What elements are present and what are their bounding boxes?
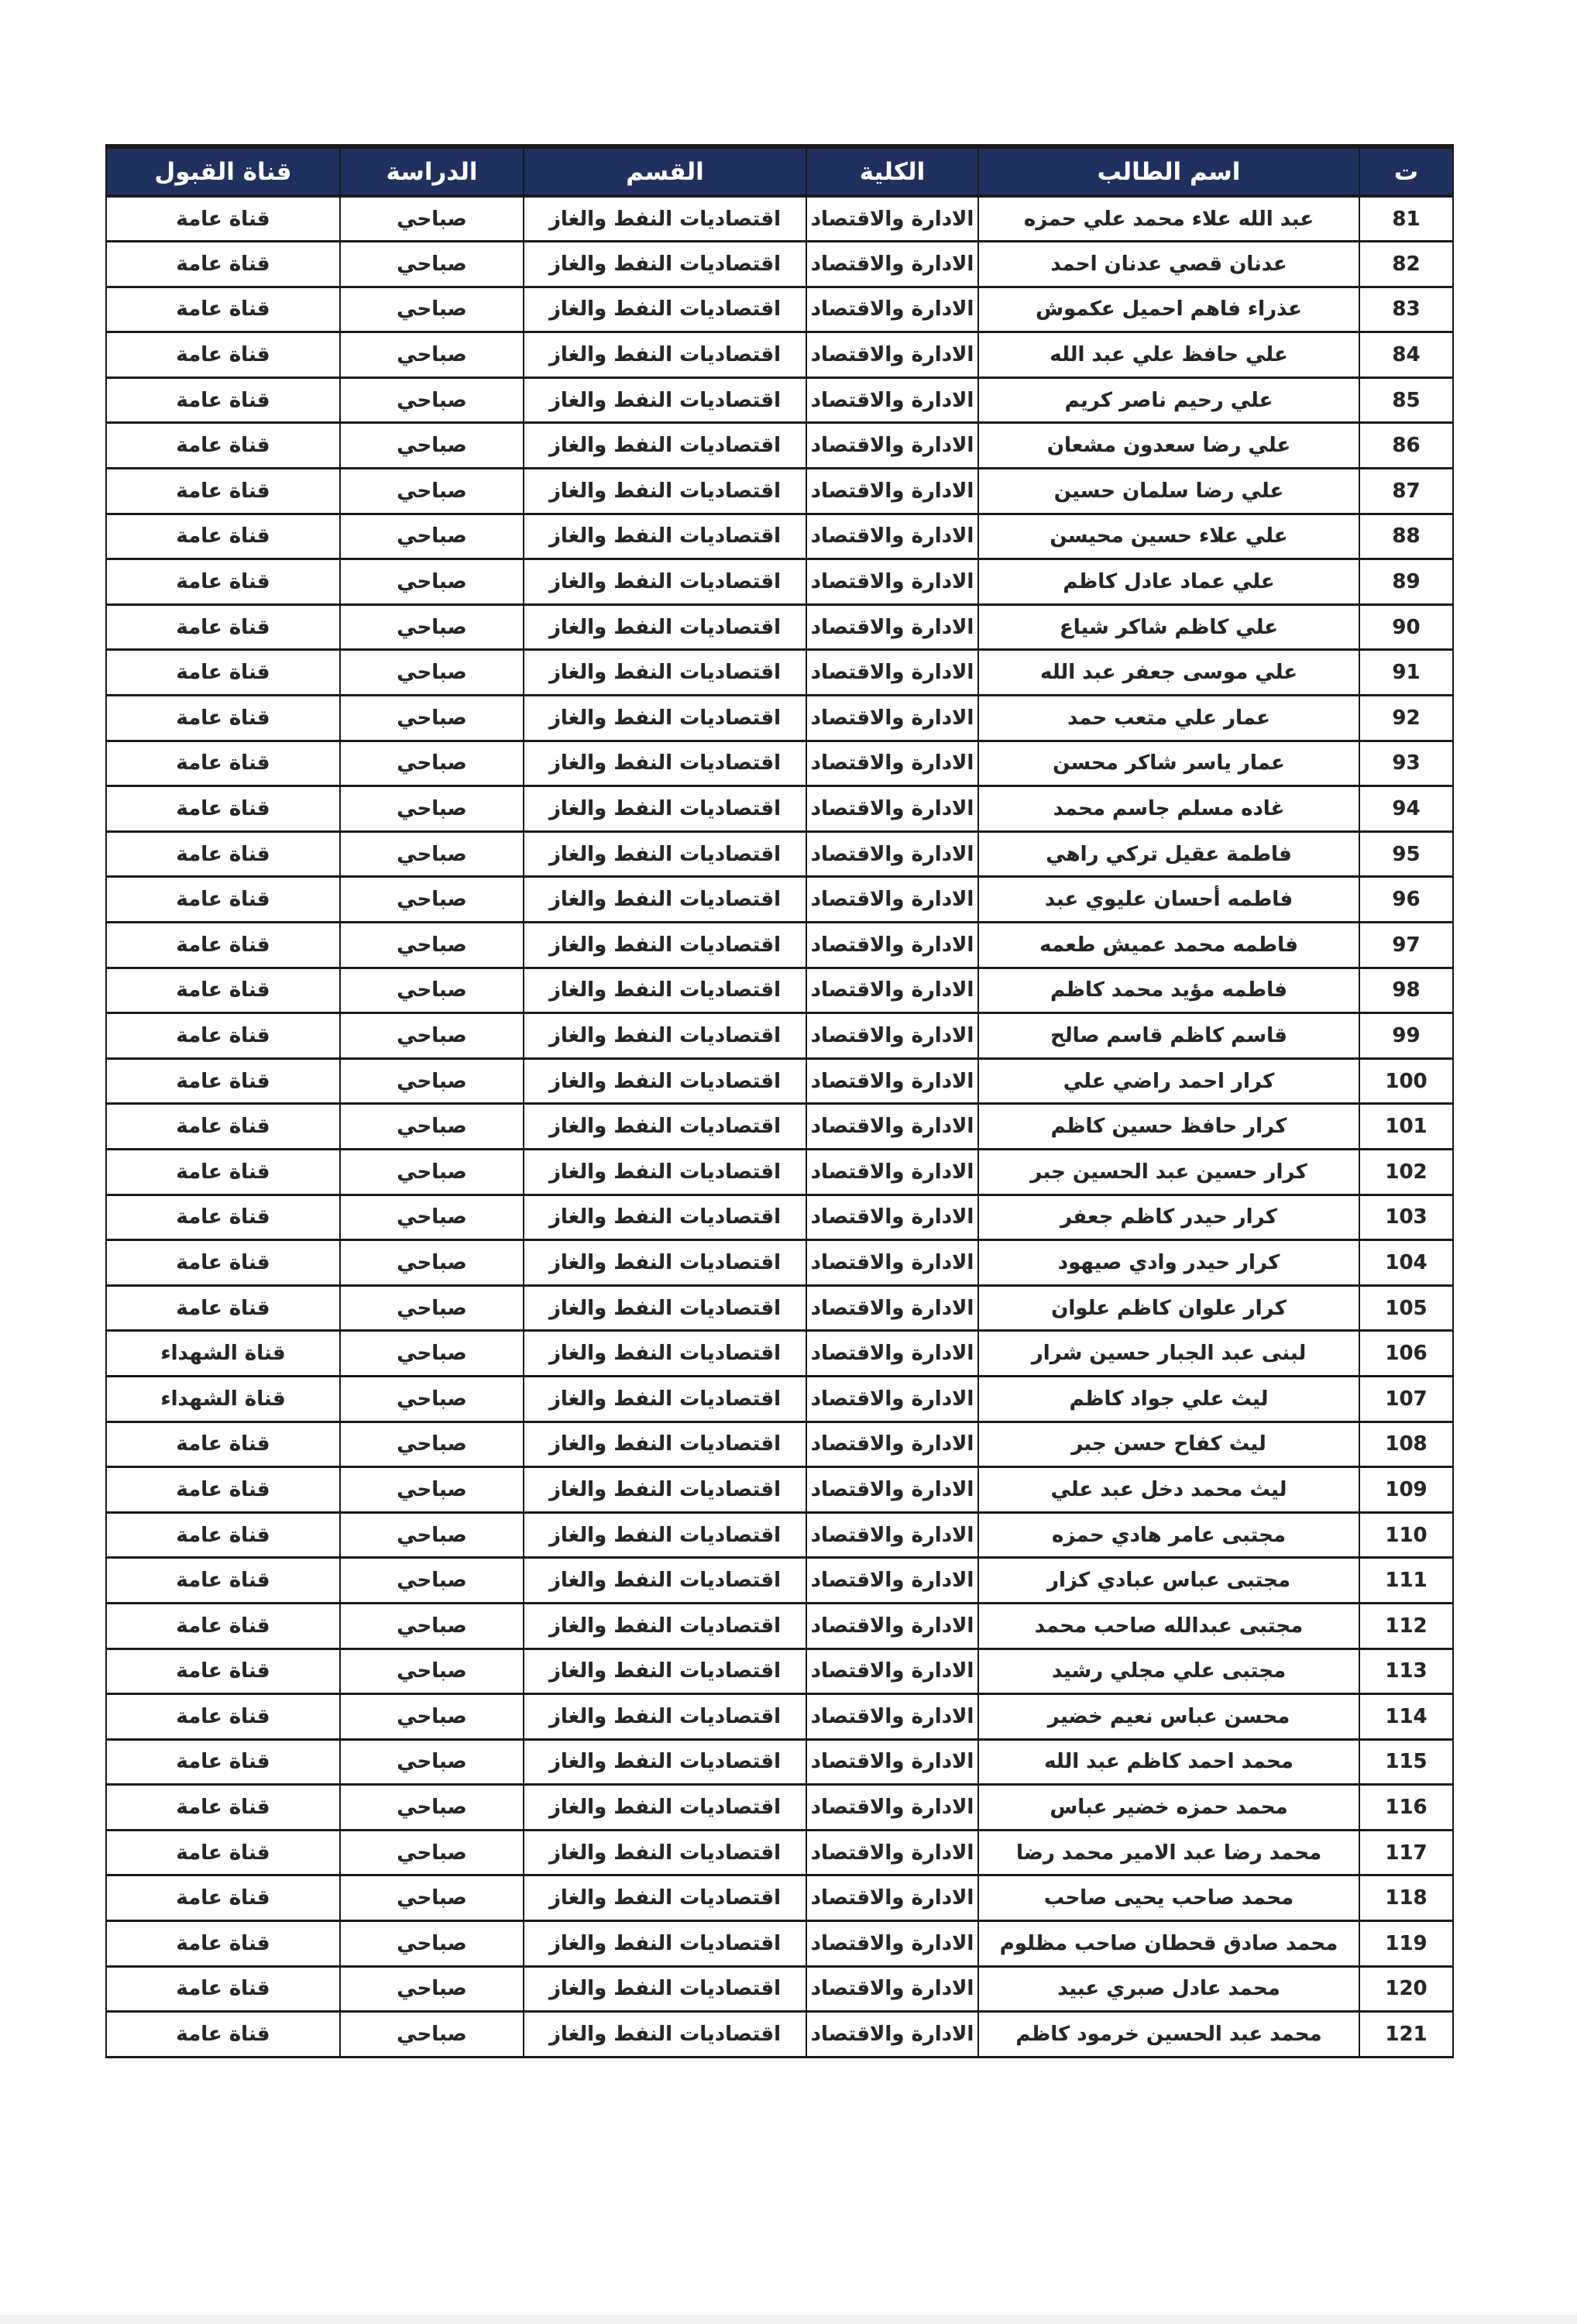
cell-dept: اقتصاديات النفط والغاز xyxy=(524,1875,806,1921)
table-row xyxy=(106,877,1453,923)
cell-dept: اقتصاديات النفط والغاز xyxy=(524,559,806,605)
table-row xyxy=(106,1058,1453,1104)
cell-name: ليث كفاح حسن جبر xyxy=(978,1422,1359,1467)
cell-no: 109 xyxy=(1359,1467,1453,1513)
cell-dept: اقتصاديات النفط والغاز xyxy=(524,786,806,832)
table-row xyxy=(106,650,1453,696)
cell-channel: قناة عامة xyxy=(106,968,340,1013)
cell-college: الادارة والاقتصاد xyxy=(806,1467,978,1513)
cell-no: 108 xyxy=(1359,1422,1453,1467)
cell-dept: اقتصاديات النفط والغاز xyxy=(524,831,806,877)
cell-name: علي علاء حسين محيسن xyxy=(978,514,1359,559)
cell-channel: قناة عامة xyxy=(106,1104,340,1150)
cell-name: محمد حمزه خضير عباس xyxy=(978,1785,1359,1831)
table-row xyxy=(106,242,1453,287)
cell-no: 99 xyxy=(1359,1013,1453,1059)
cell-channel: قناة عامة xyxy=(106,923,340,968)
cell-name: كرار حسين عبد الحسين جبر xyxy=(978,1149,1359,1195)
cell-channel: قناة عامة xyxy=(106,196,340,242)
cell-channel: قناة عامة xyxy=(106,469,340,514)
cell-no: 120 xyxy=(1359,1966,1453,2012)
cell-name: عبد الله علاء محمد علي حمزه xyxy=(978,196,1359,242)
cell-channel: قناة عامة xyxy=(106,1467,340,1513)
cell-no: 96 xyxy=(1359,877,1453,923)
cell-dept: اقتصاديات النفط والغاز xyxy=(524,1830,806,1875)
cell-no: 121 xyxy=(1359,2012,1453,2058)
cell-dept: اقتصاديات النفط والغاز xyxy=(524,1422,806,1467)
cell-dept: اقتصاديات النفط والغاز xyxy=(524,1331,806,1377)
cell-dept: اقتصاديات النفط والغاز xyxy=(524,968,806,1013)
cell-name: عذراء فاهم احميل عكموش xyxy=(978,287,1359,332)
cell-dept: اقتصاديات النفط والغاز xyxy=(524,1512,806,1558)
cell-name: كرار حيدر وادي صيهود xyxy=(978,1240,1359,1286)
cell-dept: اقتصاديات النفط والغاز xyxy=(524,1739,806,1785)
cell-no: 117 xyxy=(1359,1830,1453,1875)
cell-channel: قناة عامة xyxy=(106,1013,340,1059)
cell-name: محمد رضا عبد الامير محمد رضا xyxy=(978,1830,1359,1875)
table-row xyxy=(106,696,1453,741)
cell-dept: اقتصاديات النفط والغاز xyxy=(524,1058,806,1104)
cell-name: علي رضا سعدون مشعان xyxy=(978,423,1359,469)
cell-name: علي عماد عادل كاظم xyxy=(978,559,1359,605)
cell-channel: قناة عامة xyxy=(106,650,340,696)
cell-no: 90 xyxy=(1359,604,1453,650)
cell-college: الادارة والاقتصاد xyxy=(806,1013,978,1059)
scan-edge-shadow xyxy=(0,2315,1577,2324)
cell-study: صباحي xyxy=(340,1285,524,1331)
cell-dept: اقتصاديات النفط والغاز xyxy=(524,1785,806,1831)
cell-channel: قناة عامة xyxy=(106,1240,340,1286)
cell-channel: قناة عامة xyxy=(106,1512,340,1558)
cell-study: صباحي xyxy=(340,1694,524,1740)
cell-study: صباحي xyxy=(340,831,524,877)
cell-college: الادارة والاقتصاد xyxy=(806,1149,978,1195)
cell-college: الادارة والاقتصاد xyxy=(806,1331,978,1377)
cell-dept: اقتصاديات النفط والغاز xyxy=(524,469,806,514)
cell-college: الادارة والاقتصاد xyxy=(806,423,978,469)
cell-name: محمد عادل صبري عبيد xyxy=(978,1966,1359,2012)
cell-study: صباحي xyxy=(340,2012,524,2058)
cell-channel: قناة عامة xyxy=(106,1285,340,1331)
cell-no: 112 xyxy=(1359,1603,1453,1648)
table-row xyxy=(106,2012,1453,2058)
cell-name: مجتبى عباس عبادي كزار xyxy=(978,1558,1359,1604)
cell-study: صباحي xyxy=(340,1058,524,1104)
cell-study: صباحي xyxy=(340,1603,524,1648)
cell-name: ليث محمد دخل عبد علي xyxy=(978,1467,1359,1513)
cell-channel: قناة عامة xyxy=(106,1603,340,1648)
cell-no: 111 xyxy=(1359,1558,1453,1604)
cell-channel: قناة عامة xyxy=(106,696,340,741)
table-row xyxy=(106,1467,1453,1513)
cell-no: 95 xyxy=(1359,831,1453,877)
cell-study: صباحي xyxy=(340,287,524,332)
cell-no: 115 xyxy=(1359,1739,1453,1785)
table-row xyxy=(106,423,1453,469)
cell-college: الادارة والاقتصاد xyxy=(806,877,978,923)
cell-channel: قناة عامة xyxy=(106,1739,340,1785)
cell-study: صباحي xyxy=(340,1558,524,1604)
cell-channel: قناة عامة xyxy=(106,1785,340,1831)
table-row xyxy=(106,968,1453,1013)
cell-dept: اقتصاديات النفط والغاز xyxy=(524,1603,806,1648)
cell-study: صباحي xyxy=(340,559,524,605)
cell-name: علي موسى جعفر عبد الله xyxy=(978,650,1359,696)
cell-college: الادارة والاقتصاد xyxy=(806,650,978,696)
cell-college: الادارة والاقتصاد xyxy=(806,1558,978,1604)
cell-no: 83 xyxy=(1359,287,1453,332)
cell-no: 89 xyxy=(1359,559,1453,605)
cell-study: صباحي xyxy=(340,604,524,650)
cell-no: 102 xyxy=(1359,1149,1453,1195)
cell-channel: قناة عامة xyxy=(106,1921,340,1967)
table-row xyxy=(106,1013,1453,1059)
cell-no: 97 xyxy=(1359,923,1453,968)
cell-dept: اقتصاديات النفط والغاز xyxy=(524,514,806,559)
cell-channel: قناة عامة xyxy=(106,786,340,832)
cell-study: صباحي xyxy=(340,1149,524,1195)
cell-dept: اقتصاديات النفط والغاز xyxy=(524,1376,806,1422)
cell-college: الادارة والاقتصاد xyxy=(806,469,978,514)
cell-dept: اقتصاديات النفط والغاز xyxy=(524,1467,806,1513)
cell-name: عمار ياسر شاكر محسن xyxy=(978,741,1359,786)
table-row xyxy=(106,1285,1453,1331)
cell-college: الادارة والاقتصاد xyxy=(806,968,978,1013)
cell-college: الادارة والاقتصاد xyxy=(806,604,978,650)
cell-college: الادارة والاقتصاد xyxy=(806,923,978,968)
cell-study: صباحي xyxy=(340,786,524,832)
cell-college: الادارة والاقتصاد xyxy=(806,1376,978,1422)
cell-dept: اقتصاديات النفط والغاز xyxy=(524,1149,806,1195)
cell-college: الادارة والاقتصاد xyxy=(806,2012,978,2058)
table-row xyxy=(106,1785,1453,1831)
cell-name: علي رضا سلمان حسين xyxy=(978,469,1359,514)
cell-dept: اقتصاديات النفط والغاز xyxy=(524,332,806,378)
cell-channel: قناة عامة xyxy=(106,242,340,287)
cell-dept: اقتصاديات النفط والغاز xyxy=(524,196,806,242)
cell-no: 113 xyxy=(1359,1648,1453,1694)
table-row xyxy=(106,1331,1453,1377)
cell-channel: قناة عامة xyxy=(106,559,340,605)
cell-study: صباحي xyxy=(340,923,524,968)
table-header xyxy=(106,146,1453,196)
cell-channel: قناة عامة xyxy=(106,1058,340,1104)
cell-channel: قناة الشهداء xyxy=(106,1376,340,1422)
header-cell-college: الكلية xyxy=(806,146,978,196)
cell-study: صباحي xyxy=(340,377,524,423)
cell-dept: اقتصاديات النفط والغاز xyxy=(524,604,806,650)
cell-channel: قناة الشهداء xyxy=(106,1331,340,1377)
cell-dept: اقتصاديات النفط والغاز xyxy=(524,242,806,287)
cell-study: صباحي xyxy=(340,1240,524,1286)
cell-no: 87 xyxy=(1359,469,1453,514)
cell-name: محمد احمد كاظم عبد الله xyxy=(978,1739,1359,1785)
cell-college: الادارة والاقتصاد xyxy=(806,1240,978,1286)
cell-college: الادارة والاقتصاد xyxy=(806,1195,978,1240)
cell-college: الادارة والاقتصاد xyxy=(806,1830,978,1875)
cell-study: صباحي xyxy=(340,650,524,696)
cell-dept: اقتصاديات النفط والغاز xyxy=(524,1104,806,1150)
cell-channel: قناة عامة xyxy=(106,514,340,559)
cell-channel: قناة عامة xyxy=(106,604,340,650)
cell-name: عدنان قصي عدنان احمد xyxy=(978,242,1359,287)
table-row xyxy=(106,923,1453,968)
cell-dept: اقتصاديات النفط والغاز xyxy=(524,741,806,786)
cell-college: الادارة والاقتصاد xyxy=(806,1694,978,1740)
table-row xyxy=(106,1875,1453,1921)
table-row xyxy=(106,786,1453,832)
cell-name: محسن عباس نعيم خضير xyxy=(978,1694,1359,1740)
header-cell-dept: القسم xyxy=(524,146,806,196)
cell-dept: اقتصاديات النفط والغاز xyxy=(524,1240,806,1286)
cell-no: 82 xyxy=(1359,242,1453,287)
cell-college: الادارة والاقتصاد xyxy=(806,377,978,423)
cell-college: الادارة والاقتصاد xyxy=(806,741,978,786)
cell-dept: اقتصاديات النفط والغاز xyxy=(524,1648,806,1694)
cell-college: الادارة والاقتصاد xyxy=(806,1104,978,1150)
table-row xyxy=(106,287,1453,332)
cell-study: صباحي xyxy=(340,1422,524,1467)
cell-name: فاطمة عقيل تركي راهي xyxy=(978,831,1359,877)
cell-study: صباحي xyxy=(340,196,524,242)
cell-dept: اقتصاديات النفط والغاز xyxy=(524,2012,806,2058)
cell-no: 100 xyxy=(1359,1058,1453,1104)
cell-study: صباحي xyxy=(340,1104,524,1150)
cell-college: الادارة والاقتصاد xyxy=(806,1648,978,1694)
cell-study: صباحي xyxy=(340,1195,524,1240)
cell-name: لبنى عبد الجبار حسين شرار xyxy=(978,1331,1359,1377)
cell-dept: اقتصاديات النفط والغاز xyxy=(524,696,806,741)
table-row xyxy=(106,741,1453,786)
table-row xyxy=(106,1149,1453,1195)
cell-channel: قناة عامة xyxy=(106,741,340,786)
cell-study: صباحي xyxy=(340,469,524,514)
cell-study: صباحي xyxy=(340,1013,524,1059)
cell-channel: قناة عامة xyxy=(106,1648,340,1694)
cell-college: الادارة والاقتصاد xyxy=(806,196,978,242)
cell-no: 114 xyxy=(1359,1694,1453,1740)
cell-channel: قناة عامة xyxy=(106,332,340,378)
cell-name: فاطمه مؤيد محمد كاظم xyxy=(978,968,1359,1013)
table-row xyxy=(106,332,1453,378)
cell-no: 104 xyxy=(1359,1240,1453,1286)
cell-no: 94 xyxy=(1359,786,1453,832)
cell-college: الادارة والاقتصاد xyxy=(806,514,978,559)
cell-name: علي حافظ علي عبد الله xyxy=(978,332,1359,378)
cell-name: محمد صادق قحطان صاحب مظلوم xyxy=(978,1921,1359,1967)
cell-name: كرار احمد راضي علي xyxy=(978,1058,1359,1104)
cell-channel: قناة عامة xyxy=(106,1149,340,1195)
table-body xyxy=(106,196,1453,2057)
cell-name: غاده مسلم جاسم محمد xyxy=(978,786,1359,832)
cell-no: 101 xyxy=(1359,1104,1453,1150)
cell-channel: قناة عامة xyxy=(106,831,340,877)
table-row xyxy=(106,1830,1453,1875)
cell-dept: اقتصاديات النفط والغاز xyxy=(524,377,806,423)
cell-no: 88 xyxy=(1359,514,1453,559)
table-row xyxy=(106,514,1453,559)
cell-study: صباحي xyxy=(340,514,524,559)
cell-dept: اقتصاديات النفط والغاز xyxy=(524,1195,806,1240)
cell-dept: اقتصاديات النفط والغاز xyxy=(524,650,806,696)
cell-study: صباحي xyxy=(340,1921,524,1967)
cell-name: علي كاظم شاكر شياع xyxy=(978,604,1359,650)
cell-college: الادارة والاقتصاد xyxy=(806,1875,978,1921)
cell-dept: اقتصاديات النفط والغاز xyxy=(524,1966,806,2012)
cell-no: 107 xyxy=(1359,1376,1453,1422)
cell-study: صباحي xyxy=(340,1830,524,1875)
cell-college: الادارة والاقتصاد xyxy=(806,1058,978,1104)
cell-no: 81 xyxy=(1359,196,1453,242)
cell-study: صباحي xyxy=(340,1875,524,1921)
table-row xyxy=(106,559,1453,605)
table-row xyxy=(106,1422,1453,1467)
cell-name: كرار حيدر كاظم جعفر xyxy=(978,1195,1359,1240)
cell-study: صباحي xyxy=(340,1376,524,1422)
cell-name: مجتبى علي مجلي رشيد xyxy=(978,1648,1359,1694)
cell-study: صباحي xyxy=(340,1739,524,1785)
cell-dept: اقتصاديات النفط والغاز xyxy=(524,1013,806,1059)
cell-name: فاطمه محمد عميش طعمه xyxy=(978,923,1359,968)
table-row xyxy=(106,1104,1453,1150)
table-row xyxy=(106,831,1453,877)
cell-study: صباحي xyxy=(340,332,524,378)
table-row xyxy=(106,604,1453,650)
cell-study: صباحي xyxy=(340,696,524,741)
cell-study: صباحي xyxy=(340,242,524,287)
cell-name: محمد عبد الحسين خرمود كاظم xyxy=(978,2012,1359,2058)
cell-channel: قناة عامة xyxy=(106,423,340,469)
cell-college: الادارة والاقتصاد xyxy=(806,696,978,741)
table-row xyxy=(106,469,1453,514)
table-row xyxy=(106,1512,1453,1558)
cell-study: صباحي xyxy=(340,1331,524,1377)
cell-college: الادارة والاقتصاد xyxy=(806,1966,978,2012)
cell-name: محمد صاحب يحيى صاحب xyxy=(978,1875,1359,1921)
cell-name: كرار حافظ حسين كاظم xyxy=(978,1104,1359,1150)
cell-no: 116 xyxy=(1359,1785,1453,1831)
table-row xyxy=(106,1966,1453,2012)
cell-name: فاطمه أحسان عليوي عبد xyxy=(978,877,1359,923)
students-table xyxy=(105,144,1454,2058)
cell-channel: قناة عامة xyxy=(106,1966,340,2012)
cell-study: صباحي xyxy=(340,1966,524,2012)
cell-name: مجتبى عامر هادي حمزه xyxy=(978,1512,1359,1558)
cell-no: 106 xyxy=(1359,1331,1453,1377)
cell-dept: اقتصاديات النفط والغاز xyxy=(524,1921,806,1967)
table-row xyxy=(106,1921,1453,1967)
table-row xyxy=(106,1558,1453,1604)
cell-dept: اقتصاديات النفط والغاز xyxy=(524,1558,806,1604)
cell-study: صباحي xyxy=(340,1785,524,1831)
cell-college: الادارة والاقتصاد xyxy=(806,1512,978,1558)
cell-college: الادارة والاقتصاد xyxy=(806,1785,978,1831)
cell-channel: قناة عامة xyxy=(106,1422,340,1467)
cell-no: 91 xyxy=(1359,650,1453,696)
table-row xyxy=(106,1195,1453,1240)
header-cell-no: ت xyxy=(1359,146,1453,196)
cell-name: ليث علي جواد كاظم xyxy=(978,1376,1359,1422)
cell-name: عمار علي متعب حمد xyxy=(978,696,1359,741)
cell-name: كرار علوان كاظم علوان xyxy=(978,1285,1359,1331)
cell-no: 110 xyxy=(1359,1512,1453,1558)
cell-channel: قناة عامة xyxy=(106,1558,340,1604)
cell-college: الادارة والاقتصاد xyxy=(806,559,978,605)
cell-no: 84 xyxy=(1359,332,1453,378)
cell-college: الادارة والاقتصاد xyxy=(806,1739,978,1785)
cell-college: الادارة والاقتصاد xyxy=(806,1921,978,1967)
cell-no: 105 xyxy=(1359,1285,1453,1331)
cell-dept: اقتصاديات النفط والغاز xyxy=(524,877,806,923)
cell-no: 92 xyxy=(1359,696,1453,741)
cell-channel: قناة عامة xyxy=(106,2012,340,2058)
cell-college: الادارة والاقتصاد xyxy=(806,287,978,332)
header-cell-channel: قناة القبول xyxy=(106,146,340,196)
cell-college: الادارة والاقتصاد xyxy=(806,1603,978,1648)
cell-no: 119 xyxy=(1359,1921,1453,1967)
header-cell-study: الدراسة xyxy=(340,146,524,196)
cell-no: 85 xyxy=(1359,377,1453,423)
cell-channel: قناة عامة xyxy=(106,377,340,423)
table-row xyxy=(106,1739,1453,1785)
cell-study: صباحي xyxy=(340,1467,524,1513)
cell-college: الادارة والاقتصاد xyxy=(806,1422,978,1467)
cell-name: قاسم كاظم قاسم صالح xyxy=(978,1013,1359,1059)
cell-name: علي رحيم ناصر كريم xyxy=(978,377,1359,423)
cell-college: الادارة والاقتصاد xyxy=(806,332,978,378)
cell-college: الادارة والاقتصاد xyxy=(806,1285,978,1331)
cell-dept: اقتصاديات النفط والغاز xyxy=(524,1285,806,1331)
cell-study: صباحي xyxy=(340,1648,524,1694)
cell-college: الادارة والاقتصاد xyxy=(806,242,978,287)
cell-study: صباحي xyxy=(340,1512,524,1558)
cell-dept: اقتصاديات النفط والغاز xyxy=(524,1694,806,1740)
table-row xyxy=(106,1376,1453,1422)
cell-study: صباحي xyxy=(340,741,524,786)
cell-channel: قناة عامة xyxy=(106,1195,340,1240)
cell-no: 86 xyxy=(1359,423,1453,469)
cell-study: صباحي xyxy=(340,423,524,469)
cell-channel: قناة عامة xyxy=(106,1694,340,1740)
table-row xyxy=(106,1694,1453,1740)
table-row xyxy=(106,377,1453,423)
cell-name: مجتبى عبدالله صاحب محمد xyxy=(978,1603,1359,1648)
cell-no: 98 xyxy=(1359,968,1453,1013)
cell-dept: اقتصاديات النفط والغاز xyxy=(524,923,806,968)
table-row xyxy=(106,1648,1453,1694)
table-row xyxy=(106,196,1453,242)
cell-dept: اقتصاديات النفط والغاز xyxy=(524,287,806,332)
cell-channel: قناة عامة xyxy=(106,287,340,332)
table-row xyxy=(106,1603,1453,1648)
cell-channel: قناة عامة xyxy=(106,1830,340,1875)
cell-dept: اقتصاديات النفط والغاز xyxy=(524,423,806,469)
cell-no: 118 xyxy=(1359,1875,1453,1921)
cell-college: الادارة والاقتصاد xyxy=(806,786,978,832)
cell-channel: قناة عامة xyxy=(106,1875,340,1921)
cell-study: صباحي xyxy=(340,877,524,923)
table-row xyxy=(106,1240,1453,1286)
header-row xyxy=(106,146,1453,196)
cell-college: الادارة والاقتصاد xyxy=(806,831,978,877)
cell-no: 93 xyxy=(1359,741,1453,786)
cell-study: صباحي xyxy=(340,968,524,1013)
cell-channel: قناة عامة xyxy=(106,877,340,923)
cell-no: 103 xyxy=(1359,1195,1453,1240)
header-cell-name: اسم الطالب xyxy=(978,146,1359,196)
